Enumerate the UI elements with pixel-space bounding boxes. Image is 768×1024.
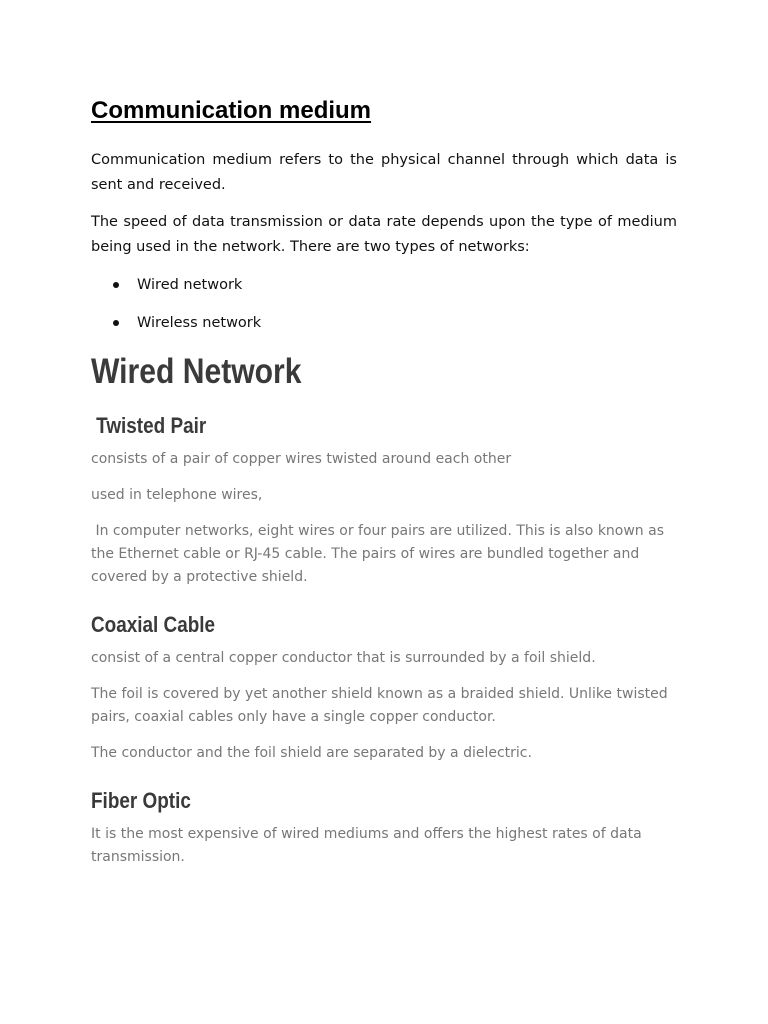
heading-fiber-optic: Fiber Optic — [91, 788, 191, 813]
twisted-pair-paragraph: consists of a pair of copper wires twisted around each other — [91, 451, 512, 467]
bullet-icon — [113, 320, 119, 326]
list-item-text: Wireless network — [137, 315, 262, 331]
coaxial-paragraph: The foil is covered by yet another shield known as a braided shield. Unlike twisted pairs, coaxial cables only have a single copper conductor. — [91, 686, 668, 725]
intro-paragraph-definition: Communication medium refers to the physical channel through which data is sent and received. — [91, 152, 677, 193]
intro-paragraph-speed: The speed of data transmission or data rate depends upon the type of medium being used in the network. There are two types of networks: — [91, 214, 677, 255]
list-item — [91, 274, 677, 296]
document-content — [91, 96, 677, 869]
fiber-optic-paragraph: It is the most expensive of wired mediums and offers the highest rates of data transmission. — [91, 826, 642, 865]
heading-communication-medium: Communication medium — [91, 97, 372, 124]
coaxial-paragraph: consist of a central copper conductor that is surrounded by a foil shield. — [91, 650, 596, 666]
list-item — [91, 312, 677, 334]
bullet-icon — [113, 282, 119, 288]
heading-twisted-pair: Twisted Pair — [96, 413, 207, 438]
list-item-text: Wired network — [137, 277, 243, 293]
heading-coaxial-cable: Coaxial Cable — [91, 612, 216, 637]
twisted-pair-paragraph: used in telephone wires, — [91, 487, 263, 503]
network-types-list — [91, 274, 677, 334]
twisted-pair-paragraph: In computer networks, eight wires or four pairs are utilized. This is also known as the Ethernet cable or RJ-45 cable. The pairs of wires are bundled together and covered by a protective shield. — [91, 523, 669, 585]
coaxial-paragraph: The conductor and the foil shield are separated by a dielectric. — [91, 745, 532, 761]
heading-wired-network: Wired Network — [91, 352, 302, 391]
